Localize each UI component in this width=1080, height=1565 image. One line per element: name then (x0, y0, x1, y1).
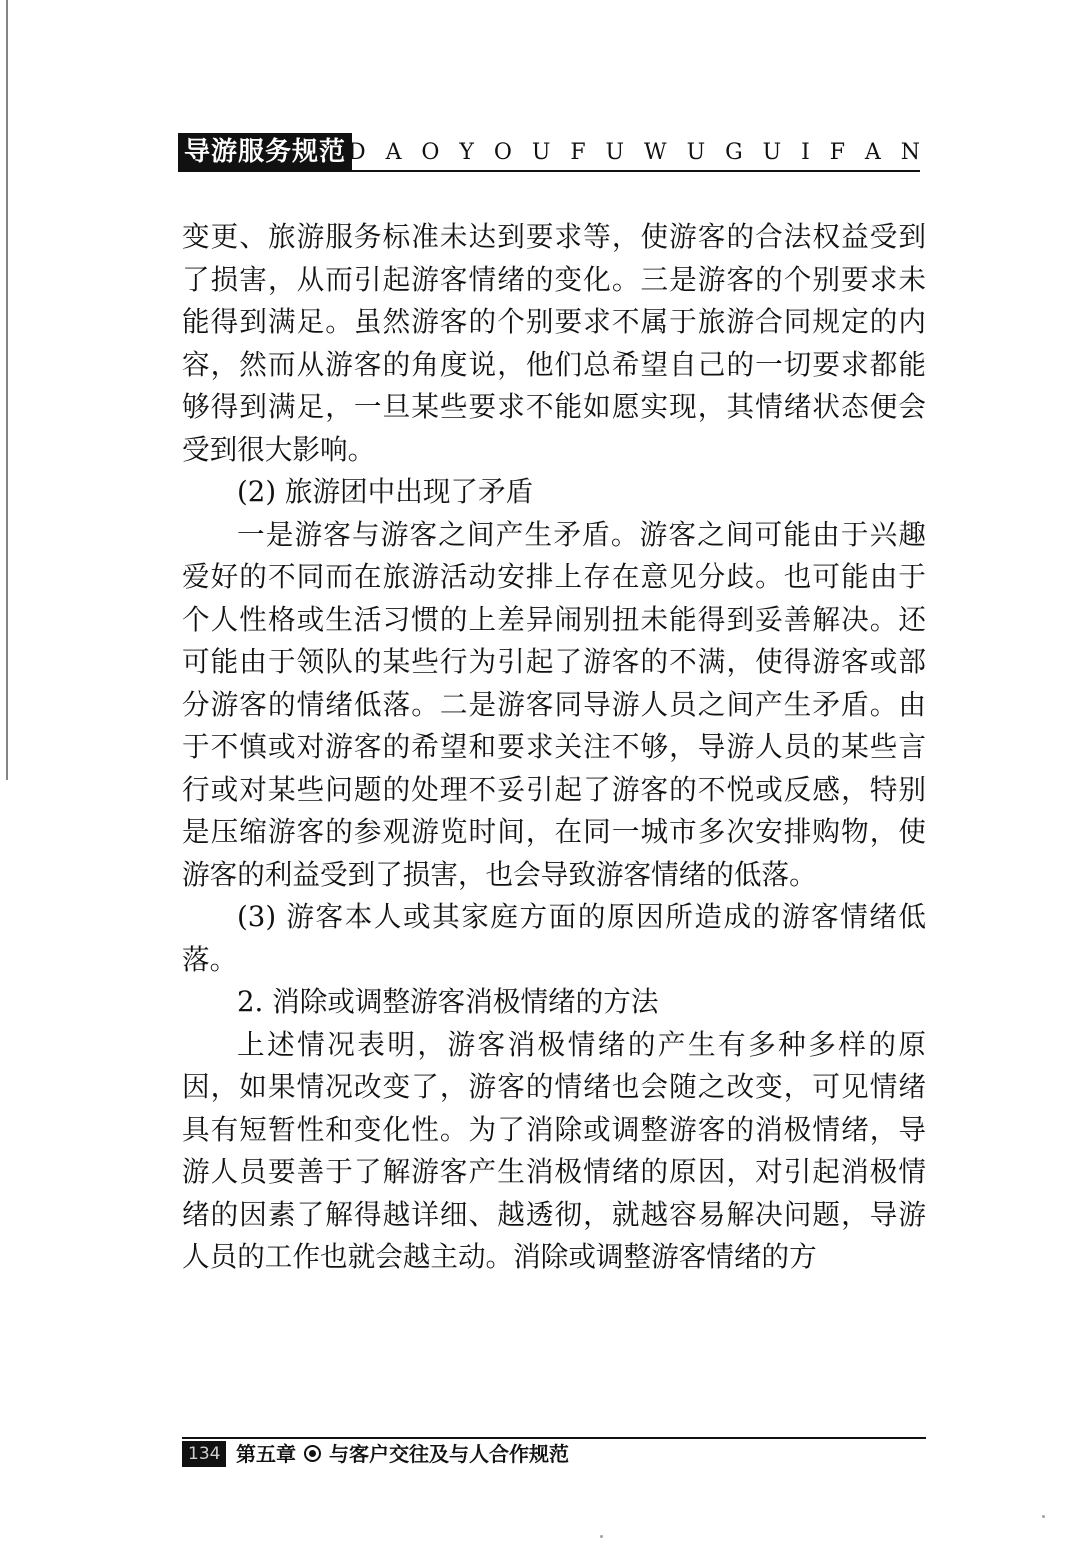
body-text (182, 216, 926, 1279)
pinyin-letter: U (686, 139, 706, 165)
pinyin-letter: D (348, 139, 366, 165)
subheading-personal: (3) 游客本人或其家庭方面的原因所造成的游客情绪低落。 (182, 900, 926, 976)
pinyin-letter: N (900, 139, 920, 165)
paragraph-continuation: 变更、旅游服务标准未达到要求等，使游客的合法权益受到了损害，从而引起游客情绪的变化。三是游客的个别要求未能得到满足。虽然游客的个别要求不属于旅游合同规定的内容，然而从游客的角度说，他们总希望自己的一切要求都能够得到满足，一旦某些要求不能如愿实现，其情绪状态便会受到很大影响。 (182, 220, 926, 466)
chapter-number: 第五章 (236, 1442, 296, 1466)
book-title-pinyin (348, 133, 920, 171)
pinyin-letter: W (644, 139, 667, 165)
pinyin-letter: U (762, 139, 782, 165)
bullet-circle-icon (304, 1445, 321, 1462)
pinyin-letter: F (829, 139, 845, 165)
pinyin-letter: F (570, 139, 586, 165)
pinyin-letter: A (864, 139, 881, 165)
pinyin-letter: A (385, 139, 402, 165)
page-gutter-line (6, 0, 8, 780)
page-number: 134 (182, 1441, 226, 1467)
pinyin-letter: I (801, 139, 810, 165)
scan-speck (1042, 1515, 1045, 1518)
paragraph-methods: 上述情况表明，游客消极情绪的产生有多种多样的原因，如果情况改变了，游客的情绪也会随之改变，可见情绪具有短暂性和变化性。为了消除或调整游客的消极情绪，导游人员要善于了解游客产生消极情绪的原因，对引起消极情绪的因素了解得越详细、越透彻，就越容易解决问题，导游人员的工作也就会越主动。消除或调整游客情绪的方 (182, 1027, 926, 1273)
scan-speck (600, 1535, 603, 1538)
running-header (178, 133, 920, 171)
subheading-conflict: (2) 旅游团中出现了矛盾 (237, 475, 534, 508)
pinyin-letter: G (725, 139, 743, 165)
header-rule (178, 170, 920, 172)
pinyin-letter: U (531, 139, 551, 165)
chapter-name: 与客户交往及与人合作规范 (329, 1442, 569, 1466)
pinyin-letter: Y (459, 139, 474, 165)
running-footer (182, 1437, 926, 1469)
footer-rule (182, 1437, 926, 1439)
pinyin-letter: O (421, 139, 440, 165)
pinyin-letter: U (605, 139, 625, 165)
paragraph-conflict: 一是游客与游客之间产生矛盾。游客之间可能由于兴趣爱好的不同而在旅游活动安排上存在意见分歧。也可能由于个人性格或生活习惯的上差异闹别扭未能得到妥善解决。还可能由于领队的某些行为引起了游客的不满，使得游客或部分游客的情绪低落。二是游客同导游人员之间产生矛盾。由于不慎或对游客的希望和要求关注不够，导游人员的某些言行或对某些问题的处理不妥引起了游客的不悦或反感，特别是压缩游客的参观游览时间，在同一城市多次安排购物，使游客的利益受到了损害，也会导致游客情绪的低落。 (182, 517, 926, 891)
book-title-badge: 导游服务规范 (178, 133, 352, 171)
pinyin-letter: O (493, 139, 512, 165)
chapter-title (236, 1440, 569, 1468)
section-heading-methods: 2. 消除或调整游客消极情绪的方法 (237, 985, 659, 1018)
